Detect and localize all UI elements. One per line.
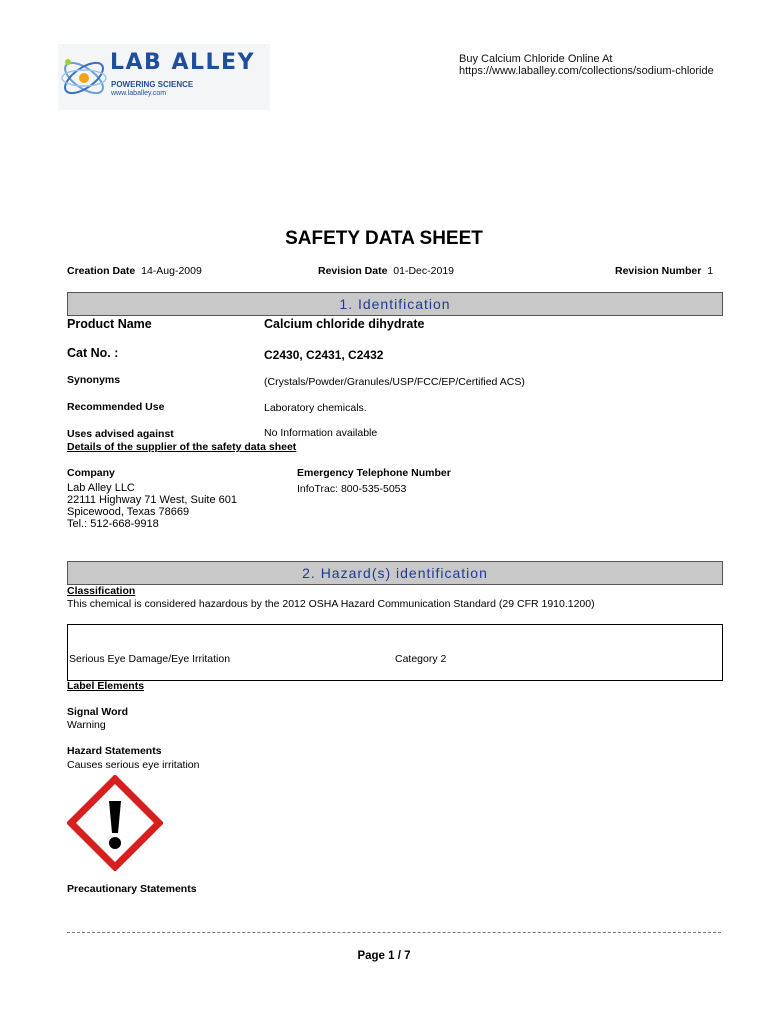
synonyms-label: Synonyms xyxy=(67,374,121,386)
company-line: 22111 Highway 71 West, Suite 601 xyxy=(67,494,237,506)
logo-brand: LAB ALLEY xyxy=(110,50,255,75)
precautionary-statements-label: Precautionary Statements xyxy=(67,883,197,895)
exclamation-mark-icon xyxy=(67,775,163,876)
logo-url: www.laballey.com xyxy=(111,90,167,97)
revision-number-value: 1 xyxy=(707,265,714,277)
uses-advised-against-label: Uses advised against xyxy=(67,428,174,440)
signal-word-value: Warning xyxy=(67,719,106,731)
classification-text: This chemical is considered hazardous by the 2012 OSHA Hazard Communication Standard (29 CFR 1910.1200) xyxy=(67,598,595,610)
hazard-class: Serious Eye Damage/Eye Irritation xyxy=(69,653,231,665)
revision-number xyxy=(615,265,713,277)
section-1-heading: 1. Identification xyxy=(67,292,723,316)
lab-alley-logo xyxy=(58,44,270,110)
creation-date-label: Creation Date xyxy=(67,265,136,277)
revision-date-value: 01-Dec-2019 xyxy=(393,265,454,277)
cat-no-label: Cat No. : xyxy=(67,346,119,360)
uses-advised-against-value: No Information available xyxy=(264,427,378,439)
recommended-use-label: Recommended Use xyxy=(67,401,165,413)
company-label: Company xyxy=(67,467,115,479)
footer-divider xyxy=(67,932,721,933)
hazard-statements-value: Causes serious eye irritation xyxy=(67,759,200,771)
cat-no-value: C2430, C2431, C2432 xyxy=(264,348,384,362)
recommended-use-value: Laboratory chemicals. xyxy=(264,402,367,414)
section-2-heading: 2. Hazard(s) identification xyxy=(67,561,723,585)
company-line: Spicewood, Texas 78669 xyxy=(67,506,190,518)
product-name-label: Product Name xyxy=(67,317,152,331)
product-name-value: Calcium chloride dihydrate xyxy=(264,317,425,331)
company-address xyxy=(67,482,237,530)
supplier-details-heading: Details of the supplier of the safety data sheet xyxy=(67,441,297,453)
emergency-phone-label: Emergency Telephone Number xyxy=(297,467,451,479)
hazard-classification-table xyxy=(67,624,723,681)
hazard-statements-label: Hazard Statements xyxy=(67,745,162,757)
logo-tagline: POWERING SCIENCE xyxy=(111,80,194,89)
buy-line-1: Buy Calcium Chloride Online At xyxy=(459,53,613,65)
emergency-phone-value: InfoTrac: 800-535-5053 xyxy=(297,483,407,495)
creation-date xyxy=(67,265,202,277)
page-number: Page 1 / 7 xyxy=(357,950,411,962)
label-elements-heading: Label Elements xyxy=(67,680,145,692)
company-line: Tel.: 512-668-9918 xyxy=(67,518,159,530)
revision-number-label: Revision Number xyxy=(615,265,702,277)
classification-label: Classification xyxy=(67,585,136,597)
revision-date-label: Revision Date xyxy=(318,265,388,277)
revision-date xyxy=(318,265,454,277)
signal-word-label: Signal Word xyxy=(67,706,129,718)
synonyms-value: (Crystals/Powder/Granules/USP/FCC/EP/Certified ACS) xyxy=(264,376,525,388)
creation-date-value: 14-Aug-2009 xyxy=(141,265,202,277)
buy-online-note xyxy=(459,53,714,77)
company-line: Lab Alley LLC xyxy=(67,482,135,494)
atom-icon xyxy=(58,44,118,110)
document-title: SAFETY DATA SHEET xyxy=(285,228,483,249)
hazard-category: Category 2 xyxy=(395,653,447,665)
buy-link[interactable]: https://www.laballey.com/collections/sodium-chloride xyxy=(459,65,714,77)
